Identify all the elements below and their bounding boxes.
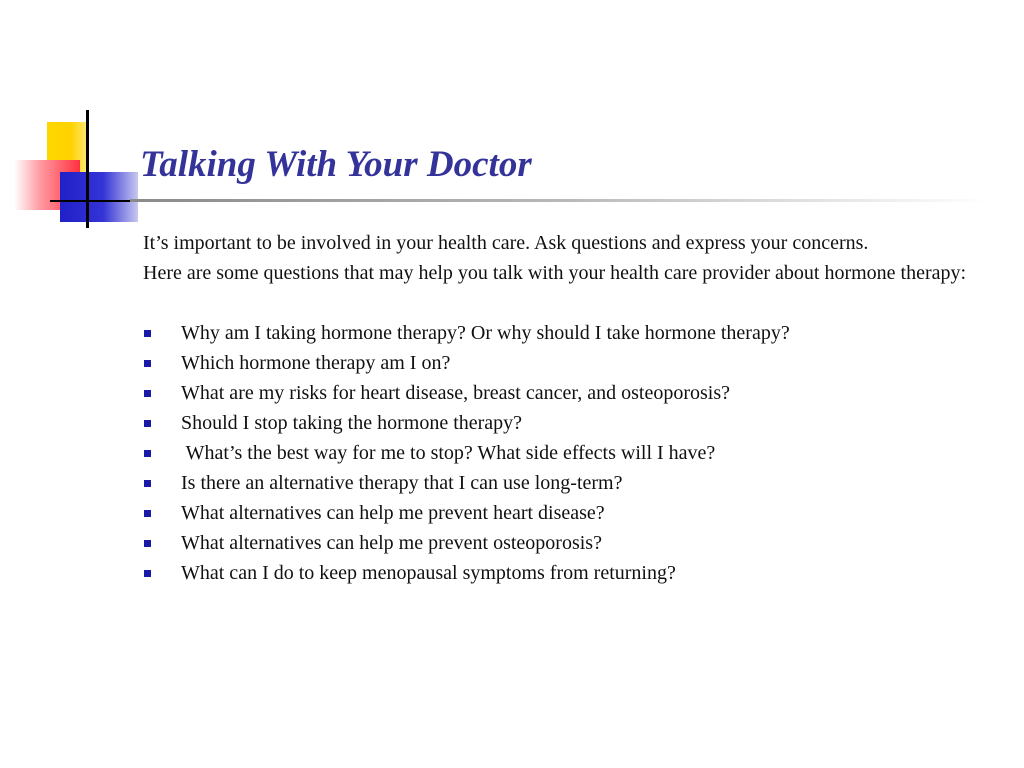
square-bullet-icon xyxy=(144,570,151,577)
square-bullet-icon xyxy=(144,360,151,367)
question-list xyxy=(143,318,983,588)
list-item xyxy=(143,348,983,378)
slide-body xyxy=(143,228,983,588)
slide-title: Talking With Your Doctor xyxy=(140,144,532,185)
vertical-line-decoration xyxy=(86,110,89,228)
list-item xyxy=(143,528,983,558)
square-bullet-icon xyxy=(144,330,151,337)
question-text: Should I stop taking the hormone therapy? xyxy=(181,412,523,434)
question-text: What alternatives can help me prevent heart disease? xyxy=(181,502,605,524)
blue-square-decoration xyxy=(60,172,138,222)
question-text: What’s the best way for me to stop? What side effects will I have? xyxy=(181,442,716,464)
question-text: What are my risks for heart disease, breast cancer, and osteoporosis? xyxy=(181,382,730,404)
list-item xyxy=(143,378,983,408)
square-bullet-icon xyxy=(144,390,151,397)
decorative-corner-graphic xyxy=(0,0,160,240)
title-underline-rule xyxy=(130,199,990,202)
list-item xyxy=(143,468,983,498)
list-item xyxy=(143,438,983,468)
intro-paragraph-1: It’s important to be involved in your health care. Ask questions and express your concerns. xyxy=(143,232,869,254)
list-item xyxy=(143,318,983,348)
list-item xyxy=(143,498,983,528)
square-bullet-icon xyxy=(144,480,151,487)
intro-paragraph-2: Here are some questions that may help you talk with your health care provider about hormone therapy: xyxy=(143,262,967,284)
question-text: Is there an alternative therapy that I can use long-term? xyxy=(181,472,623,494)
list-item xyxy=(143,408,983,438)
question-text: What alternatives can help me prevent osteoporosis? xyxy=(181,532,602,554)
question-text: Why am I taking hormone therapy? Or why should I take hormone therapy? xyxy=(181,322,790,344)
question-text: Which hormone therapy am I on? xyxy=(181,352,451,374)
question-text: What can I do to keep menopausal symptoms from returning? xyxy=(181,562,676,584)
square-bullet-icon xyxy=(144,420,151,427)
list-item xyxy=(143,558,983,588)
horizontal-line-decoration xyxy=(50,200,130,202)
square-bullet-icon xyxy=(144,540,151,547)
square-bullet-icon xyxy=(144,510,151,517)
square-bullet-icon xyxy=(144,450,151,457)
